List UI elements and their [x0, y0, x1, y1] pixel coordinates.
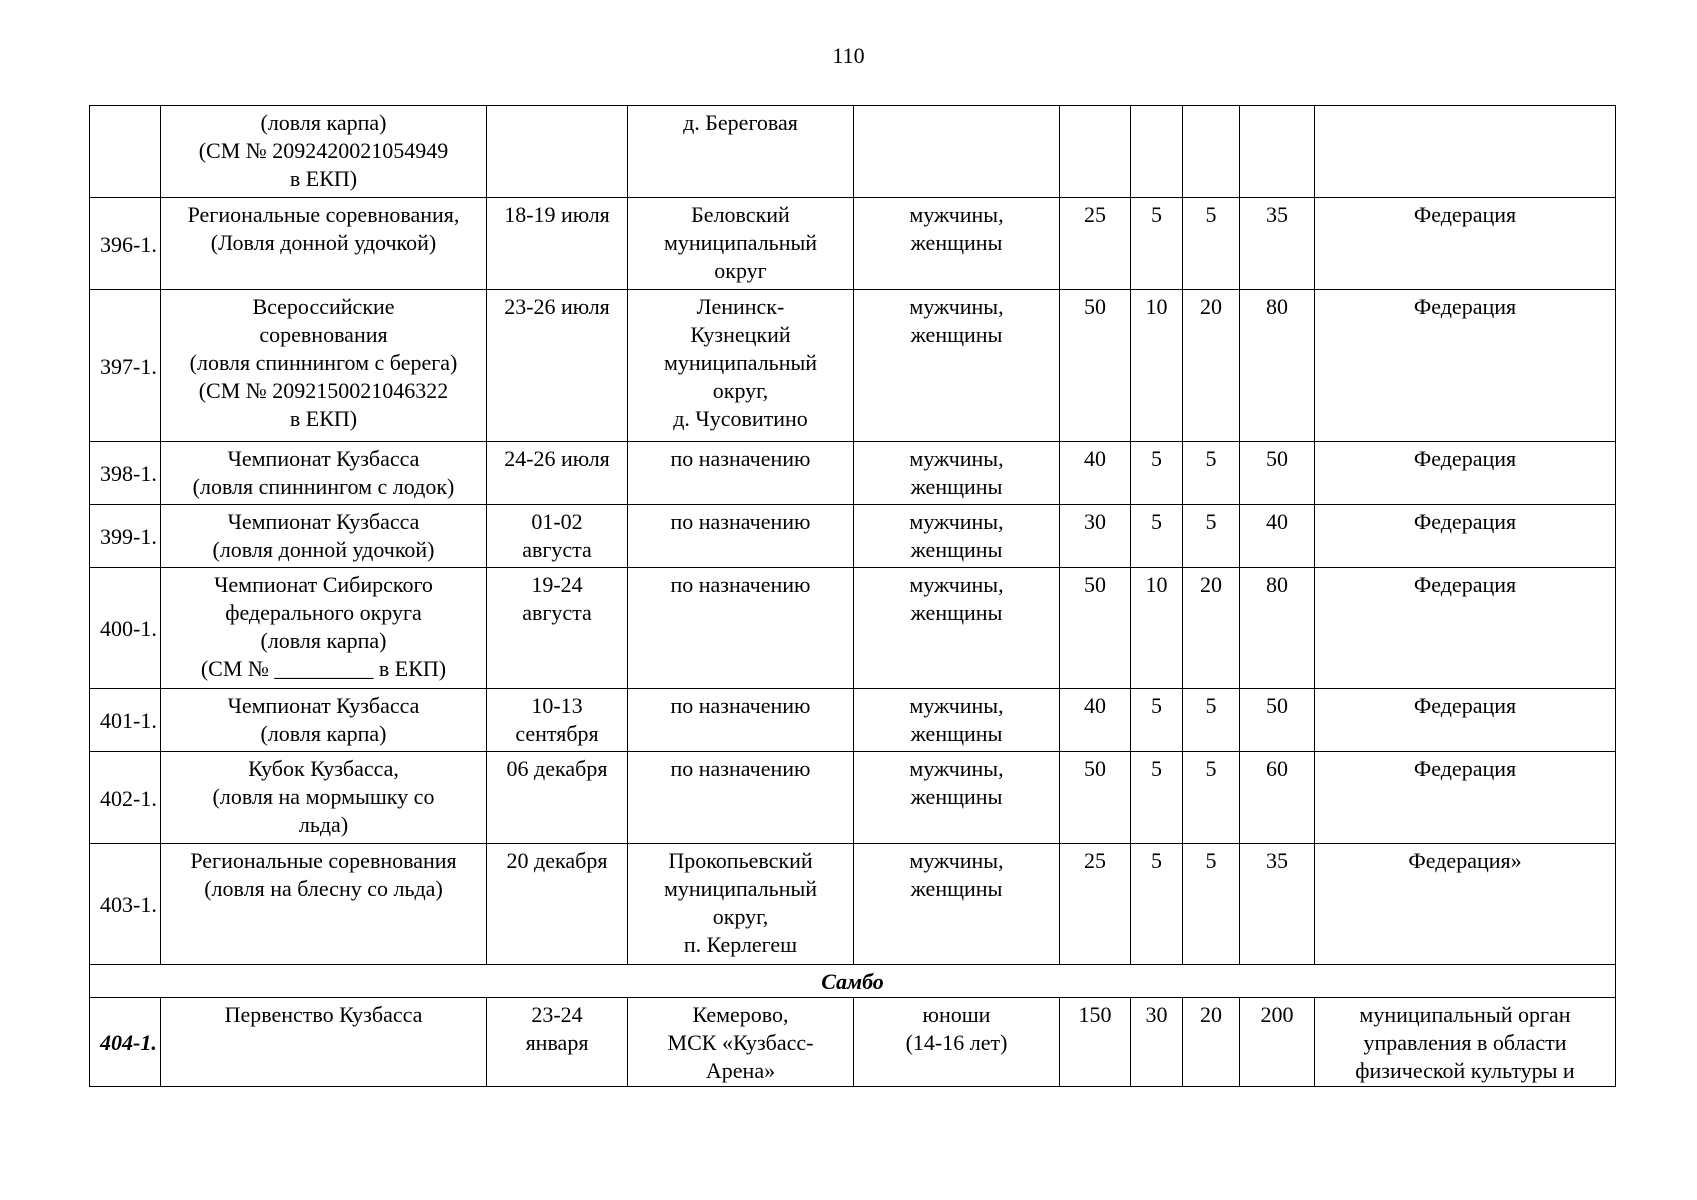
cell-total: 60	[1240, 752, 1315, 844]
cell-number: 400-1.	[90, 568, 161, 689]
cell-count-2: 5	[1131, 752, 1183, 844]
section-title: Самбо	[90, 965, 1616, 998]
cell-place: по назначению	[628, 442, 854, 505]
cell-count-1	[1060, 106, 1131, 198]
table-row	[90, 568, 1616, 689]
page-number: 110	[832, 43, 865, 68]
cell-count-1: 40	[1060, 442, 1131, 505]
cell-event-name: (ловля карпа) (СМ № 2092420021054949 в ЕКП)	[161, 106, 487, 198]
cell-total: 40	[1240, 505, 1315, 568]
cell-organizer: Федерация	[1315, 752, 1616, 844]
cell-participants: мужчины, женщины	[854, 844, 1060, 965]
cell-total: 200	[1240, 998, 1315, 1087]
cell-dates: 10-13 сентября	[487, 689, 628, 752]
cell-count-1: 30	[1060, 505, 1131, 568]
cell-organizer: Федерация»	[1315, 844, 1616, 965]
cell-number: 401-1.	[90, 689, 161, 752]
cell-dates: 19-24 августа	[487, 568, 628, 689]
cell-event-name: Региональные соревнования, (Ловля донной удочкой)	[161, 198, 487, 290]
cell-count-2: 5	[1131, 198, 1183, 290]
cell-participants: мужчины, женщины	[854, 290, 1060, 442]
cell-place: Ленинск- Кузнецкий муниципальный округ, д. Чусовитино	[628, 290, 854, 442]
table-row	[90, 844, 1616, 965]
cell-event-name: Чемпионат Сибирского федерального округа (ловля карпа) (СМ № _________ в ЕКП)	[161, 568, 487, 689]
cell-organizer: Федерация	[1315, 290, 1616, 442]
cell-count-1: 50	[1060, 752, 1131, 844]
cell-count-3	[1183, 106, 1240, 198]
cell-count-2: 5	[1131, 844, 1183, 965]
cell-count-3: 5	[1183, 689, 1240, 752]
cell-count-1: 50	[1060, 290, 1131, 442]
cell-place: по назначению	[628, 568, 854, 689]
cell-number	[90, 106, 161, 198]
cell-number: 397-1.	[90, 290, 161, 442]
cell-total: 50	[1240, 689, 1315, 752]
table-row	[90, 290, 1616, 442]
cell-total: 50	[1240, 442, 1315, 505]
cell-event-name: Чемпионат Кузбасса (ловля донной удочкой)	[161, 505, 487, 568]
cell-place: д. Береговая	[628, 106, 854, 198]
cell-event-name: Чемпионат Кузбасса (ловля карпа)	[161, 689, 487, 752]
cell-number: 396-1.	[90, 198, 161, 290]
cell-dates: 23-26 июля	[487, 290, 628, 442]
cell-organizer: Федерация	[1315, 442, 1616, 505]
table-row	[90, 106, 1616, 198]
cell-event-name: Первенство Кузбасса	[161, 998, 487, 1087]
cell-organizer: Федерация	[1315, 689, 1616, 752]
cell-count-3: 5	[1183, 442, 1240, 505]
cell-participants	[854, 106, 1060, 198]
cell-count-1: 25	[1060, 198, 1131, 290]
cell-count-2: 30	[1131, 998, 1183, 1087]
table-row	[90, 505, 1616, 568]
cell-total: 80	[1240, 290, 1315, 442]
cell-count-3: 20	[1183, 998, 1240, 1087]
cell-event-name: Кубок Кузбасса, (ловля на мормышку со льда)	[161, 752, 487, 844]
cell-total: 80	[1240, 568, 1315, 689]
cell-count-2: 5	[1131, 689, 1183, 752]
table-row	[90, 442, 1616, 505]
table-row	[90, 752, 1616, 844]
table-row	[90, 998, 1616, 1087]
cell-event-name: Региональные соревнования (ловля на блесну со льда)	[161, 844, 487, 965]
cell-place: Прокопьевский муниципальный округ, п. Керлегеш	[628, 844, 854, 965]
cell-count-3: 5	[1183, 844, 1240, 965]
cell-organizer	[1315, 106, 1616, 198]
cell-count-1: 150	[1060, 998, 1131, 1087]
cell-count-2: 10	[1131, 568, 1183, 689]
cell-dates: 06 декабря	[487, 752, 628, 844]
table-row	[90, 198, 1616, 290]
cell-participants: юноши (14-16 лет)	[854, 998, 1060, 1087]
cell-place: по назначению	[628, 752, 854, 844]
cell-number: 402-1.	[90, 752, 161, 844]
cell-event-name: Всероссийские соревнования (ловля спиннингом с берега) (СМ № 2092150021046322 в ЕКП)	[161, 290, 487, 442]
cell-total	[1240, 106, 1315, 198]
cell-count-3: 5	[1183, 505, 1240, 568]
events-table	[89, 105, 1616, 1087]
cell-dates	[487, 106, 628, 198]
cell-organizer: Федерация	[1315, 198, 1616, 290]
cell-number: 399-1.	[90, 505, 161, 568]
cell-count-2: 5	[1131, 505, 1183, 568]
cell-total: 35	[1240, 198, 1315, 290]
cell-count-1: 25	[1060, 844, 1131, 965]
cell-participants: мужчины, женщины	[854, 505, 1060, 568]
cell-count-2	[1131, 106, 1183, 198]
cell-place: Беловский муниципальный округ	[628, 198, 854, 290]
cell-number: 403-1.	[90, 844, 161, 965]
cell-dates: 20 декабря	[487, 844, 628, 965]
cell-dates: 01-02 августа	[487, 505, 628, 568]
cell-count-2: 10	[1131, 290, 1183, 442]
cell-participants: мужчины, женщины	[854, 752, 1060, 844]
cell-participants: мужчины, женщины	[854, 198, 1060, 290]
cell-place: по назначению	[628, 689, 854, 752]
cell-participants: мужчины, женщины	[854, 689, 1060, 752]
cell-count-3: 20	[1183, 290, 1240, 442]
table-row	[90, 689, 1616, 752]
cell-organizer: муниципальный орган управления в области физической культуры и	[1315, 998, 1616, 1087]
cell-participants: мужчины, женщины	[854, 568, 1060, 689]
cell-total: 35	[1240, 844, 1315, 965]
cell-count-1: 50	[1060, 568, 1131, 689]
cell-count-1: 40	[1060, 689, 1131, 752]
cell-number: 404-1.	[90, 998, 161, 1087]
cell-organizer: Федерация	[1315, 505, 1616, 568]
cell-place: Кемерово, МСК «Кузбасс- Арена»	[628, 998, 854, 1087]
cell-number: 398-1.	[90, 442, 161, 505]
table-body	[90, 106, 1616, 1087]
cell-dates: 24-26 июля	[487, 442, 628, 505]
section-row	[90, 965, 1616, 998]
cell-organizer: Федерация	[1315, 568, 1616, 689]
cell-dates: 18-19 июля	[487, 198, 628, 290]
cell-event-name: Чемпионат Кузбасса (ловля спиннингом с лодок)	[161, 442, 487, 505]
cell-count-2: 5	[1131, 442, 1183, 505]
cell-dates: 23-24 января	[487, 998, 628, 1087]
cell-count-3: 20	[1183, 568, 1240, 689]
cell-participants: мужчины, женщины	[854, 442, 1060, 505]
cell-count-3: 5	[1183, 198, 1240, 290]
cell-count-3: 5	[1183, 752, 1240, 844]
cell-place: по назначению	[628, 505, 854, 568]
